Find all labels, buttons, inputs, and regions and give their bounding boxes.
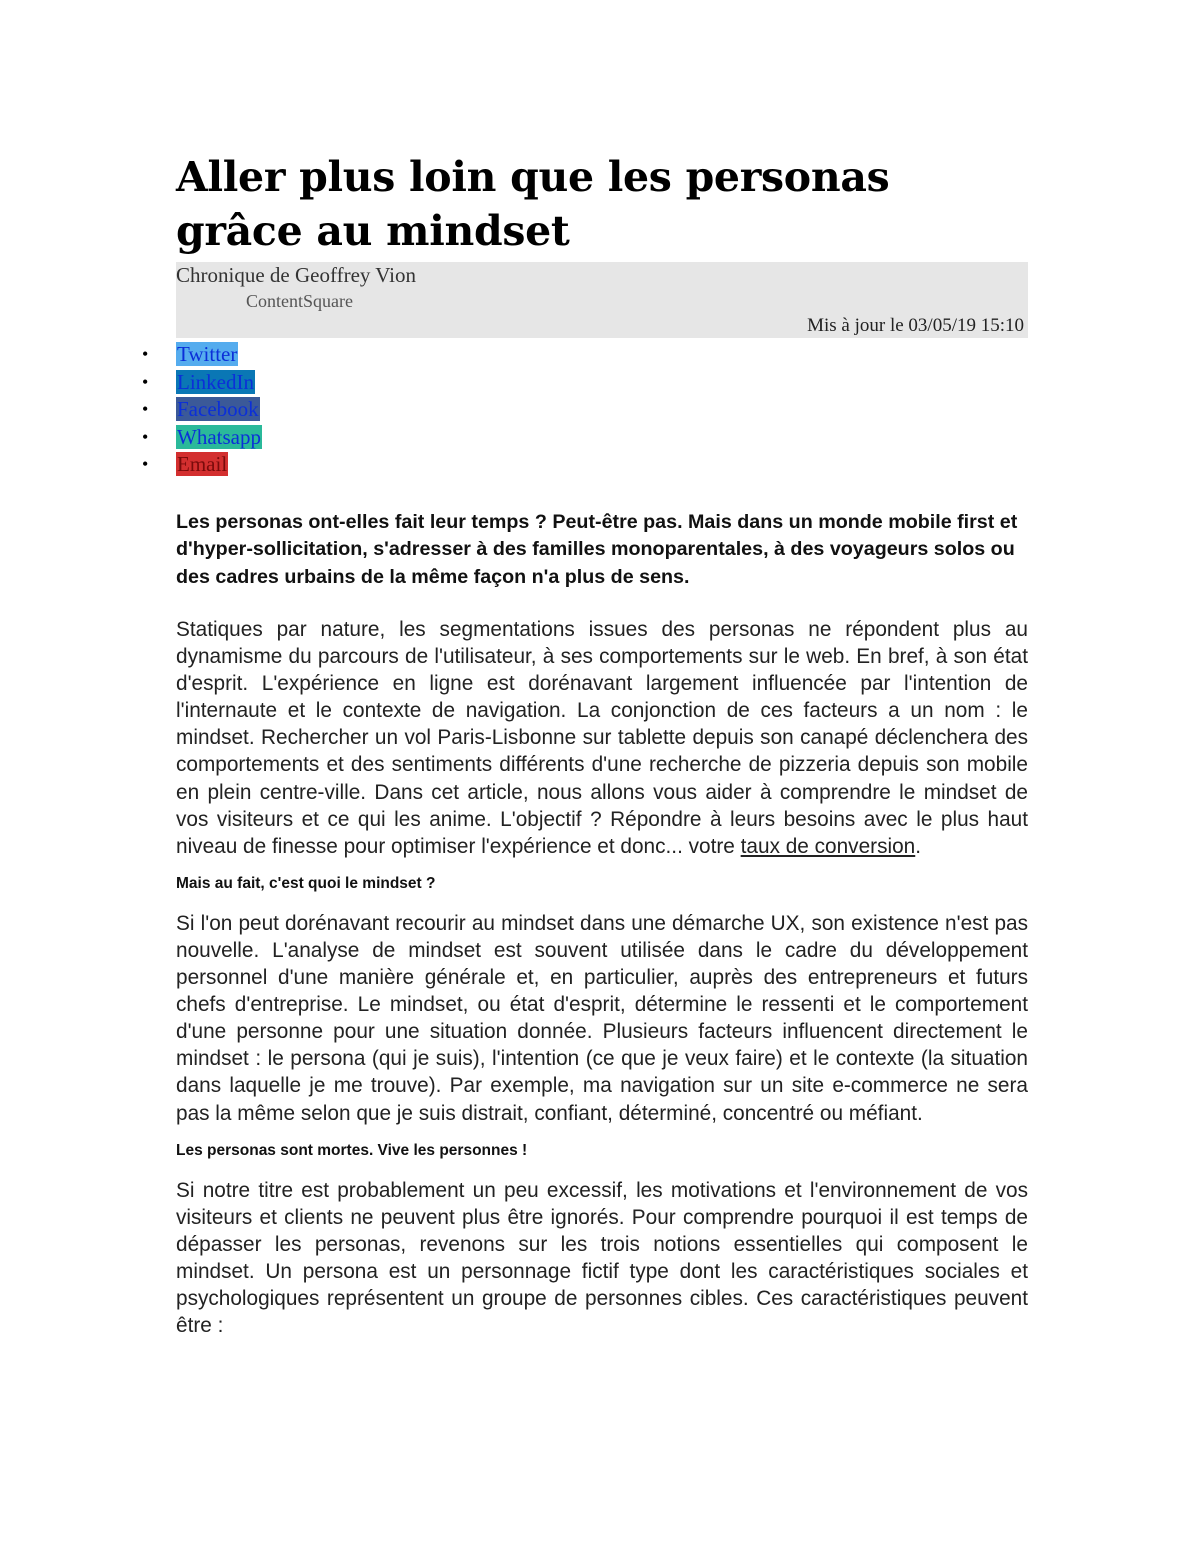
article <box>142 150 1028 1339</box>
share-item-email <box>142 451 1028 479</box>
share-item-facebook <box>142 396 1028 424</box>
byline-box <box>176 262 1028 338</box>
bullet-icon: • <box>142 399 149 419</box>
share-email-link[interactable]: Email <box>177 452 228 476</box>
share-facebook-link[interactable]: Facebook <box>177 397 259 421</box>
paragraph-personas: Si notre titre est probablement un peu excessif, les motivations et l'environnement de vos visiteurs et clients ne peuvent plus être ignorés. Pour comprendre pourquoi il est temps de dépasser les personas, revenons sur les trois notions essentielles qui composent le mindset. Un persona est un personnage fictif type dont les caractéristiques sociales et psychologiques représentent un groupe de personnes cibles. Ces caractéristiques peuvent être : <box>176 1178 1028 1338</box>
bullet-icon: • <box>142 426 149 447</box>
share-item-whatsapp <box>142 424 1028 452</box>
updated-date: Mis à jour le 03/05/19 15:10 <box>807 315 1024 336</box>
subheading-personas: Les personas sont mortes. Vive les personnes ! <box>176 1141 528 1159</box>
bullet-icon: • <box>142 344 149 364</box>
paragraph-mindset: Si l'on peut dorénavant recourir au mindset dans une démarche UX, son existence n'est pas nouvelle. L'analyse de mindset est souvent utilisée dans le cadre du développement personnel d'une manière générale et, en particulier, auprès des entrepreneurs et futurs chefs d'entreprise. Le mindset, ou état d'esprit, détermine le ressenti et le comportement d'une personne pour une situation donnée. Plusieurs facteurs influencent directement le mindset : le persona (qui je suis), l'intention (ce que je veux faire) et le contexte (la situation dans laquelle je me trouve). Par exemple, ma navigation sur un site e-commerce ne sera pas la même selon que je suis distrait, confiant, déterminé, concentré ou méfiant. <box>176 911 1028 1125</box>
paragraph-intro-end: . <box>915 834 922 858</box>
paragraph-intro <box>176 616 1028 860</box>
share-item-linkedin <box>142 369 1028 397</box>
author-name: Chronique de Geoffrey Vion <box>176 263 416 287</box>
share-whatsapp-link[interactable]: Whatsapp <box>177 424 261 449</box>
author-company: ContentSquare <box>246 291 353 311</box>
article-title: Aller plus loin que les personas grâce au mindset <box>176 153 890 255</box>
bullet-icon: • <box>142 371 149 392</box>
share-item-twitter <box>142 341 1028 369</box>
conversion-rate-link[interactable]: taux de conversion <box>740 834 916 858</box>
share-twitter-link[interactable]: Twitter <box>177 342 238 366</box>
subheading-mindset: Mais au fait, c'est quoi le mindset ? <box>176 874 436 892</box>
paragraph-intro-text: Statiques par nature, les segmentations issues des personas ne répondent plus au dynamisme du parcours de l'utilisateur, à ses comportements sur le web. En bref, à son état d'esprit. L'expérience en ligne est dorénavant largement influencée par l'intention de l'internaute et le contexte de navigation. La conjonction de ces facteurs a un nom : le mindset. Rechercher un vol Paris-Lisbonne sur tablette depuis son canapé déclenchera des comportements et des sentiments différents d'une recherche de pizzeria depuis son mobile en plein centre-ville. Dans cet article, nous allons vous aider à comprendre le mindset de vos visiteurs et ce qui les anime. L'objectif ? Répondre à leurs besoins avec le plus haut niveau de finesse pour optimiser l'expérience et donc... votre <box>176 618 1028 858</box>
bullet-icon: • <box>142 454 149 474</box>
article-lead: Les personas ont-elles fait leur temps ? Peut-être pas. Mais dans un monde mobile first et d'hyper-sollicitation, s'adresser à des familles monoparentales, à des voyageurs solos ou des cadres urbains de la même façon n'a plus de sens. <box>176 510 1018 588</box>
share-linkedin-link[interactable]: LinkedIn <box>177 369 254 394</box>
share-links <box>142 341 1028 479</box>
